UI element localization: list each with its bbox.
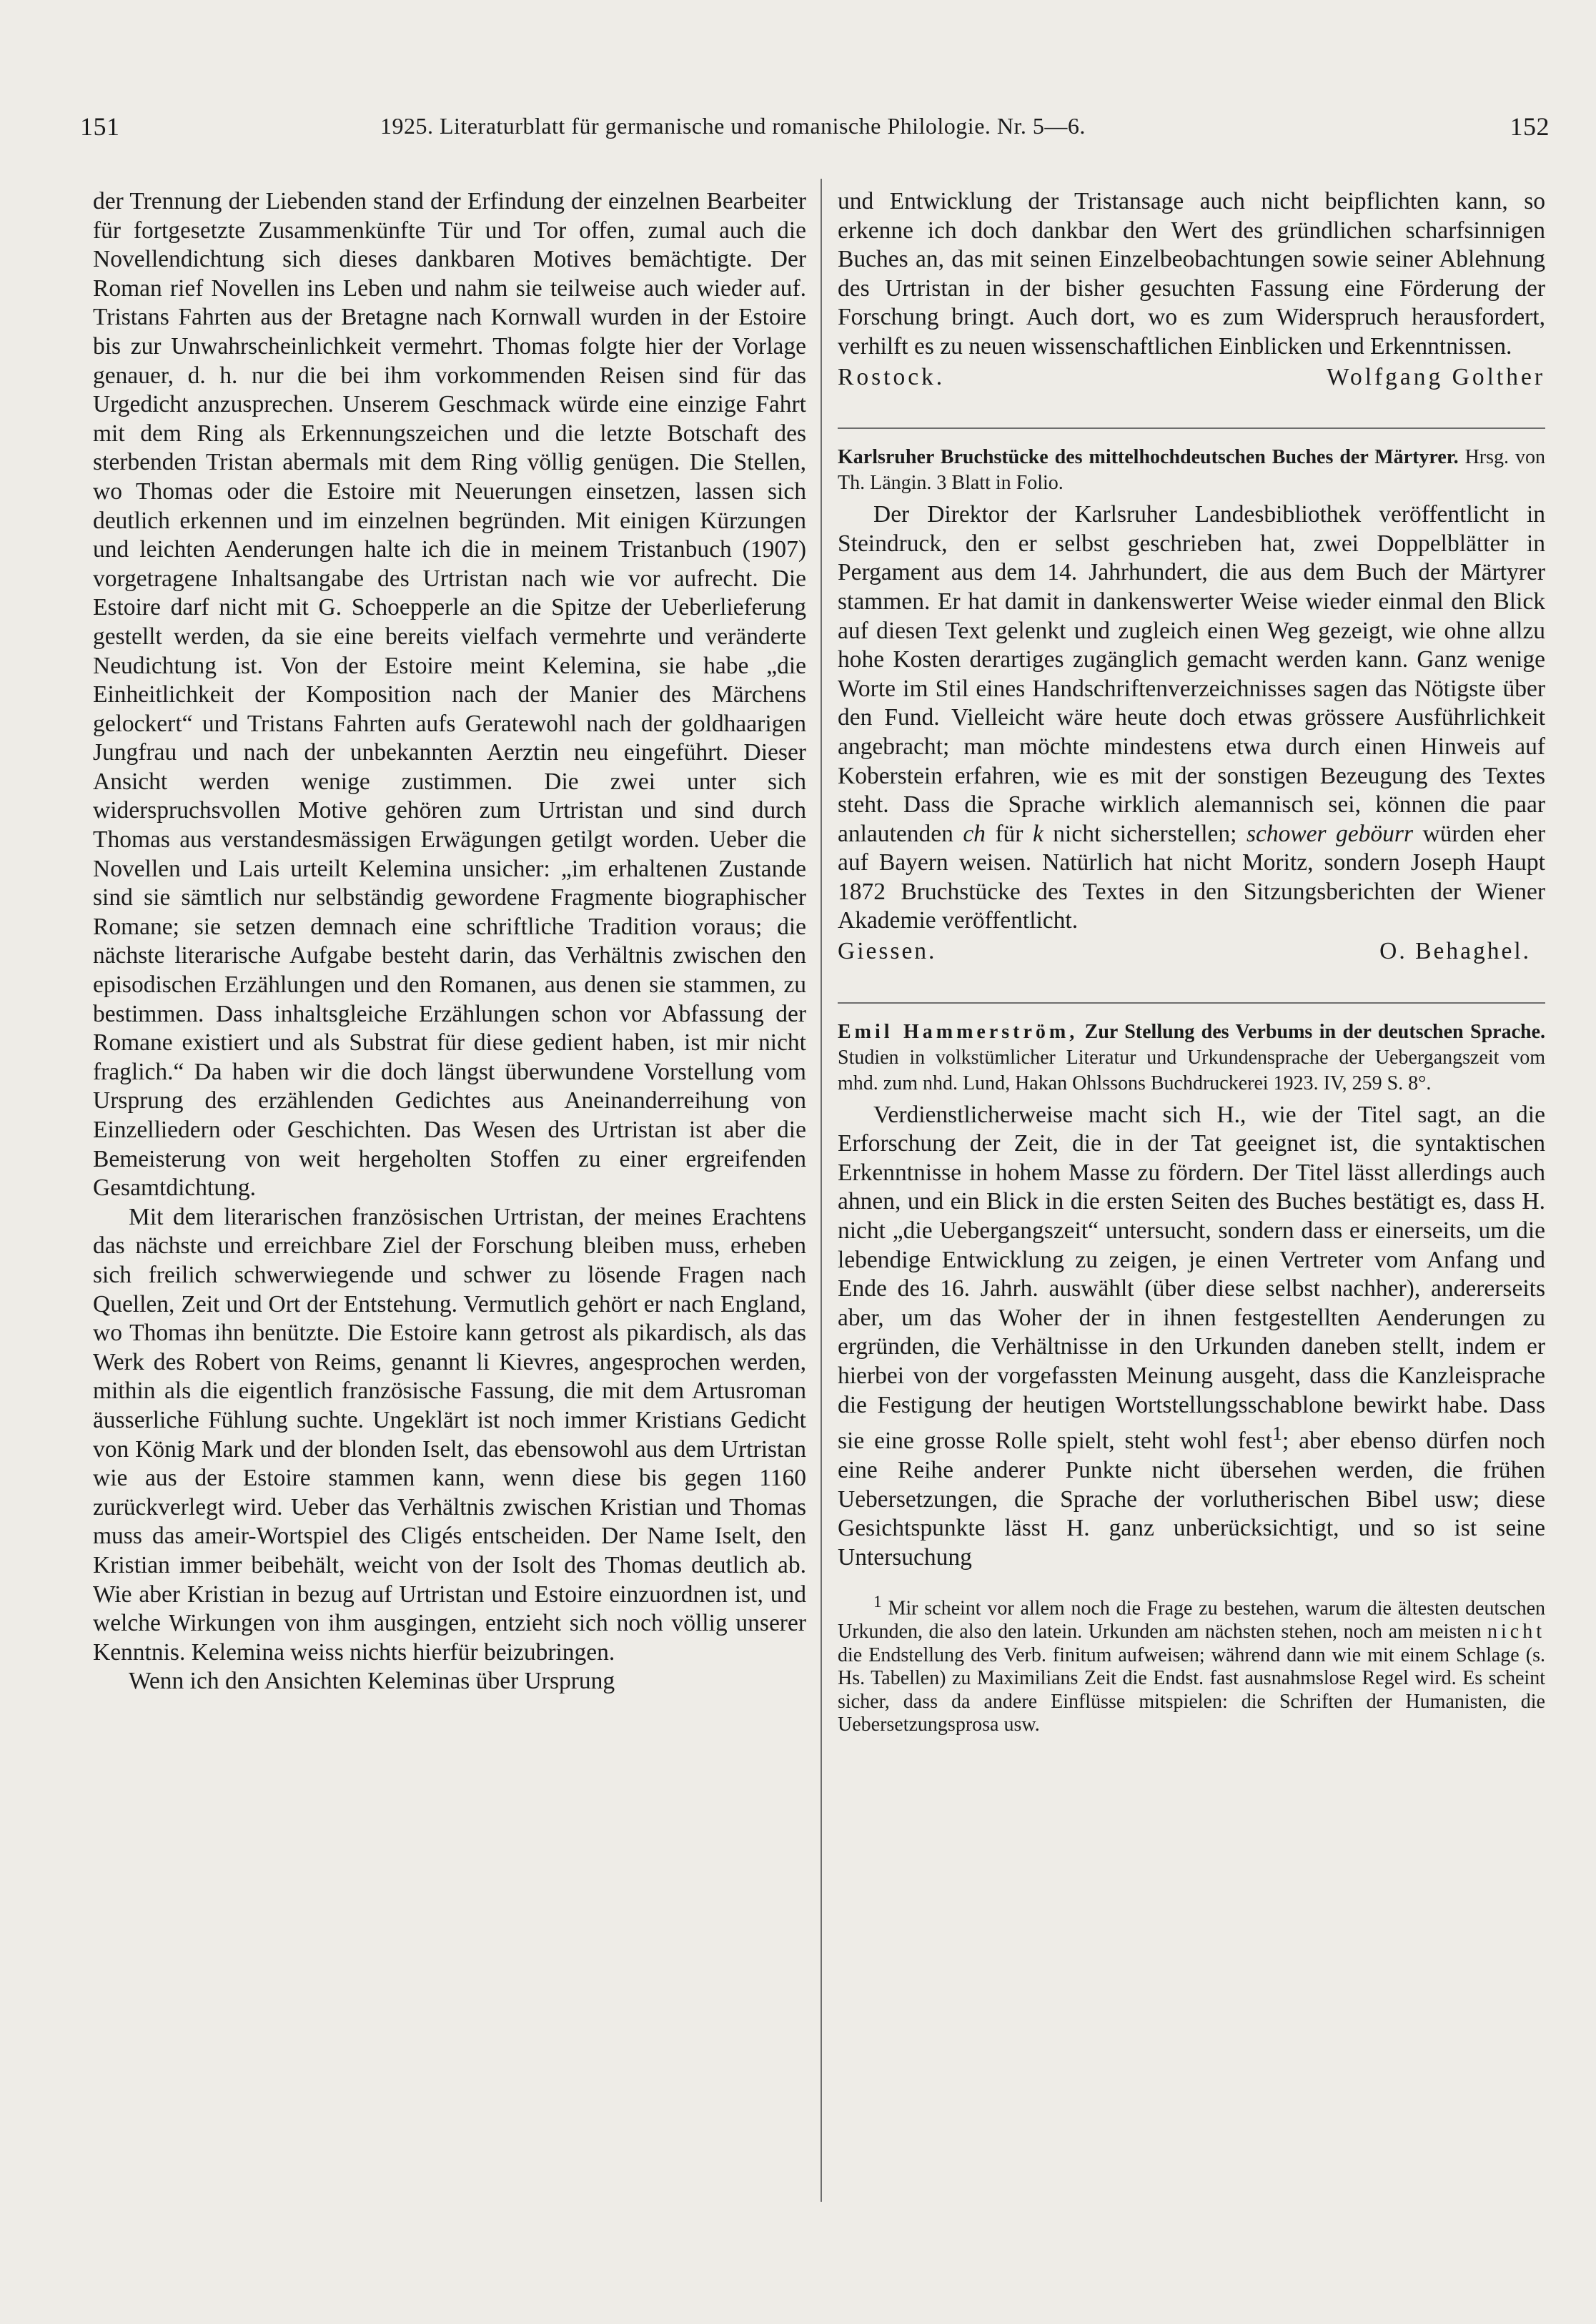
- review-2-italic-words: schower geböurr: [1246, 820, 1413, 847]
- review-1-text: und Entwicklung der Tristansage auch nicht beipflichten kann, so erkenne ich doch dankbar den Wert des gründlichen scharfsinnigen Buches an, das mit seinen Einzelbeobachtungen sowie seiner Ablehnung des Urtristan in der bisher gesuchten Fassung eine Förderung der Forschung bringt. Auch dort, wo es zum Widerspruch herausfordert, verhilft es zu neuen wissenschaftlichen Einblicken und Erkenntnissen.: [838, 188, 1545, 360]
- column-divider: [821, 179, 822, 2202]
- journal-title: 1925. Literaturblatt für germanische und romanische Philologie. Nr. 5—6.: [380, 113, 1086, 139]
- review-1-place: Rostock.: [838, 363, 946, 390]
- review-3-heading: [838, 1019, 1545, 1097]
- paragraph: der Trennung der Liebenden stand der Erfindung der einzelnen Bearbeiter für fortgesetzte Zusammenkünfte Tür und Tor offen, zumal auch die Novellendichtung sich dieses dankbaren Motives bemächtigte. Der Roman rief Novellen ins Leben und nahm sie teilweise auch wieder auf. Tristans Fahrten aus der Bretagne nach Kornwall wurden in der Estoire bis zur Unwahrscheinlichkeit vermehrt. Thomas folgte hier der Vorlage genauer, d. h. nur die bei ihm vorkommenden Reisen sind für das Urgedicht anzusprechen. Unserem Geschmack würde eine einzige Fahrt mit dem Ring als Erkennungszeichen und die letzte Botschaft des sterbenden Tristan abermals mit dem Ring völlig genügen. Die Stellen, wo Thomas oder die Estoire mit Neuerungen einsetzen, lassen sich deutlich erkennen und im einzelnen begründen. Mit einigen Kürzungen und leichten Aenderungen halte ich die in meinem Tristanbuch (1907) vorgetragene Inhaltsangabe des Urtristan nach wie vor aufrecht. Die Estoire darf nicht mit G. Schoepperle an die Spitze der Ueberlieferung gestellt werden, da sie eine bereits vielfach vermehrte und veränderte Neudichtung ist. Von der Estoire meint Kelemina, sie habe „die Einheitlichkeit der Komposition nach der Manier des Märchens gelockert“ und Tristans Fahrten aufs Geratewohl nach der goldhaarigen Jungfrau und nach der unbekannten Aerztin neu eingeführt. Dieser Ansicht werden wenige zustimmen. Die zwei unter sich widerspruchsvollen Motive gehören zum Urtristan und sind durch Thomas aus verstandesmässigen Erwägungen getilgt worden. Ueber die Novellen und Lais urteilt Kelemina unsicher: „im erhaltenen Zustande sind sie sämtlich nur selbständig gewordene Fragmente biographischer Romane; sie setzen demnach eine schriftliche Tradition voraus; die nächste literarische Aufgabe besteht darin, das Verhältnis zwischen den episodischen Erzählungen und den Romanen, aus denen sie stammen, zu bestimmen. Dass inhaltsgleiche Erzählungen schon vor Abfassung der Romane existiert und als Substrat für diese gedient haben, ist mir nicht fraglich.“ Da haben wir die doch längst überwundene Vorstellung vom Ursprung des erzählenden Gedichtes aus Aneinanderreihung von Einzelliedern oder Geschichten. Das Wesen des Urtristan ist aber die Bemeisterung von weit hergeholten Stoffen zu einer ergreifenden Gesamtdichtung.: [93, 188, 806, 1202]
- paragraph: Wenn ich den Ansichten Keleminas über Ursprung: [129, 1668, 615, 1695]
- review-3-title: Zur Stellung des Verbums in der deutschen Sprache.: [1084, 1020, 1545, 1043]
- page-number-left: 151: [80, 112, 120, 141]
- footnote-marker: 1: [1272, 1423, 1282, 1445]
- review-2-meta: Hrsg. von Th. Längin. 3 Blatt in Folio.: [838, 446, 1545, 495]
- review-2-ch: ch: [963, 820, 986, 847]
- review-2-text: Der Direktor der Karlsruher Landesbibliothek veröffentlicht in Steindruck, den er selbst geschrieben hat, zwei Doppelblätter in Pergament aus dem 14. Jahrhundert, die aus dem Buch der Märtyrer stammen. Er hat damit in dankenswerter Weise wieder einmal den Blick auf diesen Text gelenkt und zugleich einen Weg gezeigt, wie ohne allzu hohe Kosten derartiges zugänglich gemacht werden kann. Ganz wenige Worte im Stil eines Handschriftenverzeichnisses sagen das Nötigste über den Fund. Vielleicht wäre heute doch etwas grössere Ausführlichkeit angebracht; man möchte mindestens etwa durch einen Hinweis auf Koberstein erfahren, wie es mit der sonstigen Bezeugung des Textes steht. Dass die Sprache wirklich alemannisch sei, können die paar anlautenden ch für k nicht sicherstellen; schower geböurr würden eher auf Bayern weisen. Natürlich hat nicht Moritz, sondern Joseph Haupt 1872 Bruchstücke des Textes in den Sitzungsberichten der Wiener Akademie veröffentlicht.: [838, 501, 1546, 934]
- separator: [838, 1002, 1545, 1004]
- review-1-author: Wolfgang Golther: [1327, 363, 1545, 390]
- page-number-right: 152: [1510, 112, 1550, 141]
- separator: [838, 427, 1545, 429]
- paragraph: Mit dem literarischen französischen Urtristan, der meines Erachtens das nächste und erreichbare Ziel der Forschung bleiben muss, erheben sich freilich schwerwiegende und schwer zu lösende Fragen nach Quellen, Zeit und Ort der Entstehung. Vermutlich gehört er nach England, wo Thomas ihn benützte. Die Estoire kann getrost als pikardisch, als das Werk des Robert von Reims, genannt li Kievres, angesprochen werden, mithin als die eigentlich französische Fassung, die mit dem Artusroman äusserliche Fühlung suchte. Ungeklärt ist noch immer Kristians Gedicht von König Mark und der blonden Iselt, das ebensowohl aus dem Urtristan wie aus der Estoire stammen kann, wenn diese bis gegen 1160 zurückverlegt wird. Ueber das Verhältnis zwischen Kristian und Thomas muss das ameir-Wortspiel des Cligés entscheiden. Der Name Iselt, den Kristian immer beibehält, weicht von der Isolt des Thomas deutlich ab. Wie aber Kristian in bezug auf Urtristan und Estoire einzuordnen ist, und welche Wirkungen von ihm ausgingen, entzieht sich noch völlig unserer Kenntnis. Kelemina weiss nichts hierfür beizubringen.: [93, 1203, 806, 1666]
- review-2-place: Giessen.: [838, 938, 937, 965]
- page-header: [80, 106, 1550, 149]
- review-3-author: Emil Hammerström,: [838, 1020, 1079, 1043]
- footnote-emphasis: nicht: [1487, 1621, 1545, 1643]
- footnote: $^1$ Mir scheint vor allem noch die Frage zu bestehen, warum die ältesten deutschen Urkunden, die also den latein. Urkunden am nächsten stehen, noch am meisten nicht die Endstellung des Verb. finitum aufweisen; während dann wie mit einem Schlage (s. Hs. Tabellen) zu Maximilians Zeit die Endst. fast ausnahmslose Regel wird. Es scheint sicher, dass da andere Einflüsse mitspielen: die Schriften der Humanisten, die Uebersetzungsprosa usw.: [838, 1593, 1545, 1736]
- left-column: [93, 187, 806, 1696]
- review-2-k: k: [1032, 820, 1044, 847]
- review-2-title: Karlsruher Bruchstücke des mittelhochdeutschen Buches der Märtyrer.: [838, 446, 1459, 469]
- review-2-author: O. Behaghel.: [1379, 938, 1531, 965]
- review-2-signature: [838, 937, 1545, 966]
- right-column: [838, 187, 1545, 1737]
- footnote-number: 1: [873, 1593, 882, 1612]
- review-1-signature: [838, 363, 1545, 392]
- review-3-meta: Studien in volkstümlicher Literatur und Urkundensprache der Uebergangszeit vom mhd. zum nhd. Lund, Hakan Ohlssons Buchdruckerei 1923. IV, 259 S. 8°.: [838, 1046, 1545, 1094]
- review-2-heading: [838, 445, 1545, 496]
- review-3-text: Verdienstlicherweise macht sich H., wie der Titel sagt, an die Erforschung der Zeit, die in der Tat geeignet ist, die syntaktischen Erkenntnisse in hohem Masse zu fördern. Der Titel lässt allerdings auch ahnen, und ein Blick in die ersten Seiten des Buches bestätigt es, dass H. nicht „die Uebergangszeit“ untersucht, sondern dass er einerseits, um die lebendige Entwicklung zu zeigen, je einen Vertreter vom Anfang und Ende des 16. Jahrh. auswählt (über diese selbst nachher), andererseits aber, um das Woher der in ihnen festgestellten Aenderungen zu ergründen, die Verhältnisse in den Urkunden daneben stellt, indem er hierbei von der vorgefassten Meinung ausgeht, dass die Kanzleisprache die Festigung der heutigen Wortstellungsschablone bewirkt habe. Dass sie eine grosse Rolle spielt, steht wohl fest$^1$; aber ebenso dürfen noch eine Reihe anderer Punkte nicht übersehen werden, die frühen Uebersetzungen, die Sprache der vorlutherischen Bibel usw; diese Gesichtspunkte lässt H. ganz unberücksichtigt, und so ist seine Untersuchung: [838, 1101, 1546, 1571]
